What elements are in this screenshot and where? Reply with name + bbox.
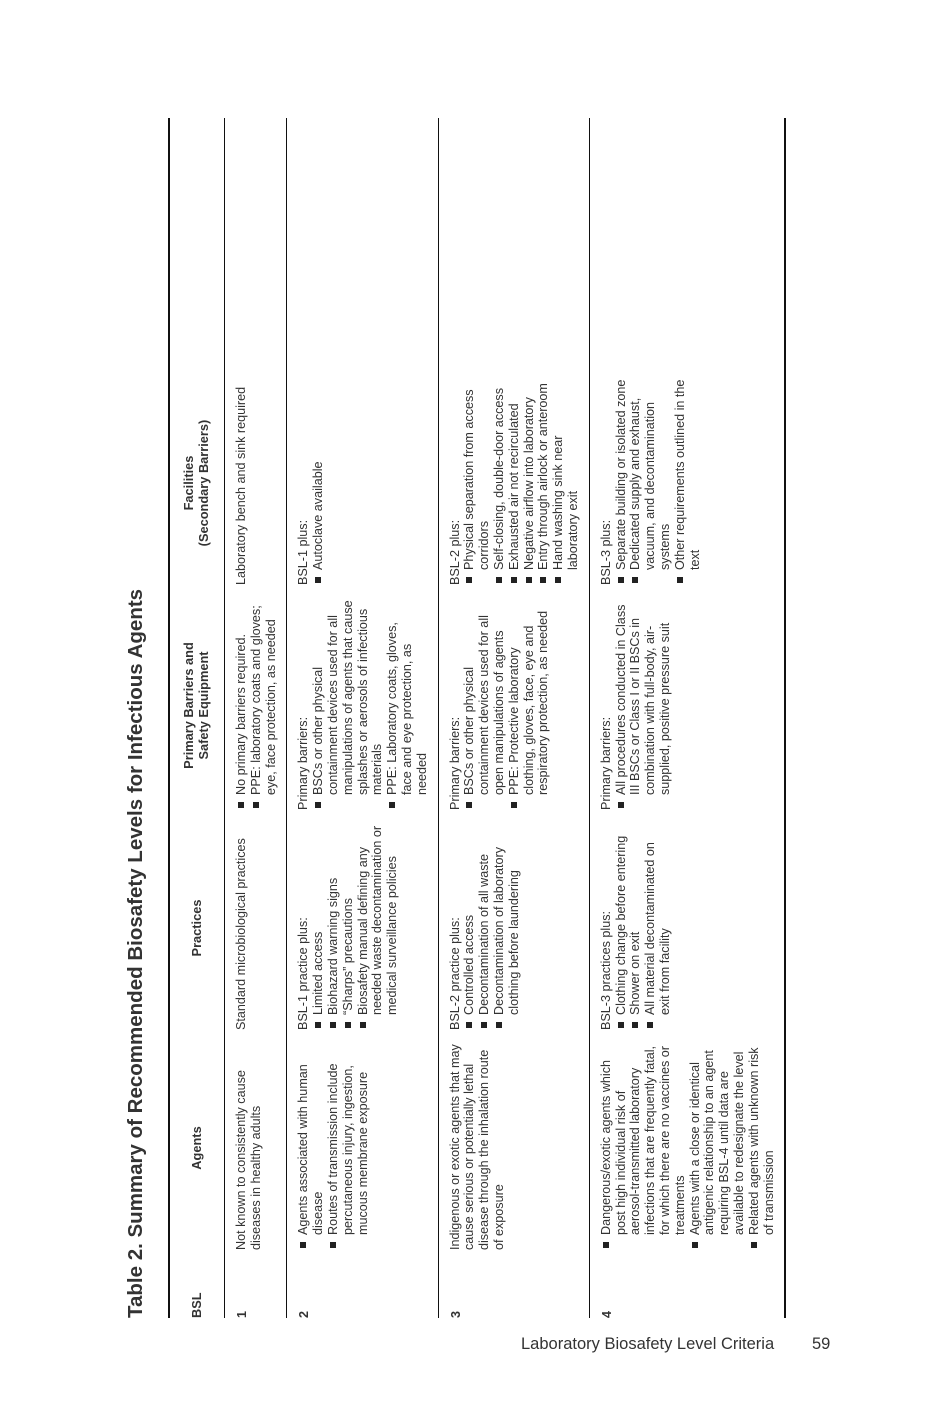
cell-primary bbox=[225, 593, 287, 818]
cell-intro: BSL-1 plus: bbox=[296, 519, 311, 585]
bullet-square-icon bbox=[330, 1022, 336, 1028]
bullet-square-icon bbox=[555, 577, 561, 583]
list-item bbox=[614, 599, 673, 810]
bullet-square-icon bbox=[389, 802, 395, 808]
list-item-text: Decontamination of all waste bbox=[477, 853, 492, 1015]
list-item bbox=[356, 824, 400, 1030]
list-item bbox=[628, 379, 672, 585]
list-item bbox=[462, 599, 506, 810]
list-item-text: Physical separation from access corridors bbox=[462, 389, 492, 570]
list-item-text: Self-closing, double-door access bbox=[491, 387, 506, 570]
bullet-list bbox=[462, 599, 551, 810]
bullet-list bbox=[311, 599, 429, 810]
list-item bbox=[614, 379, 629, 585]
list-item-text: Other requirements outlined in the text bbox=[672, 379, 702, 570]
header-spacer bbox=[169, 118, 225, 373]
list-item-text: Decontamination of laboratory clothing before laundering bbox=[491, 846, 521, 1015]
bullet-square-icon bbox=[540, 577, 546, 583]
bullet-square-icon bbox=[603, 1242, 609, 1248]
list-item-text: Hand washing sink near laboratory exit bbox=[551, 435, 580, 570]
list-item-text: PPE: laboratory coats and gloves; eye, face protection, as needed bbox=[248, 605, 278, 795]
list-item bbox=[249, 599, 279, 810]
list-item-text: PPE: Protective laboratory clothing, gloves, face, eye and respiratory protection, as needed bbox=[506, 610, 551, 795]
cell-practices bbox=[287, 818, 438, 1038]
cell-spacer bbox=[287, 118, 438, 373]
list-item-text: “Sharps” precautions bbox=[340, 898, 355, 1015]
list-item-text: Routes of transmission include percutaneous injury, ingestion, mucous membrane exposure bbox=[325, 1063, 370, 1235]
cell-agents bbox=[438, 1038, 589, 1258]
cell-facilities bbox=[438, 373, 589, 593]
bullet-square-icon bbox=[481, 1022, 487, 1028]
list-item bbox=[311, 379, 326, 585]
cell-practices bbox=[225, 818, 287, 1038]
table-body bbox=[225, 118, 786, 1318]
list-item bbox=[296, 1044, 326, 1250]
list-item-text: Entry through airlock or anteroom bbox=[536, 383, 551, 570]
list-item bbox=[599, 1044, 688, 1250]
list-item-text: Agents with a close or identical antigenic relationship to an agent requiring BSL-4 until data are available to redesignate the level bbox=[687, 1050, 746, 1235]
header-primary-line1: Primary Barriers and bbox=[181, 642, 197, 769]
list-item-text: Clothing change before entering bbox=[613, 835, 628, 1015]
biosafety-table bbox=[168, 118, 786, 1318]
cell-facilities bbox=[287, 373, 438, 593]
bullet-square-icon bbox=[315, 802, 321, 808]
bullet-list bbox=[462, 379, 580, 585]
list-item bbox=[673, 379, 703, 585]
bullet-square-icon bbox=[466, 577, 472, 583]
header-bsl: BSL bbox=[169, 1258, 225, 1318]
list-item-text: Controlled access bbox=[462, 914, 477, 1015]
bullet-square-icon bbox=[526, 577, 532, 583]
bullet-square-icon bbox=[238, 802, 244, 808]
bullet-list bbox=[614, 599, 673, 810]
bsl-level: 1 bbox=[225, 1258, 287, 1318]
table-row bbox=[438, 118, 589, 1318]
rotated-page-content bbox=[122, 18, 842, 1318]
cell-spacer bbox=[438, 118, 589, 373]
bullet-list bbox=[614, 824, 673, 1030]
bullet-square-icon bbox=[315, 1022, 321, 1028]
header-row bbox=[169, 118, 225, 1318]
list-item bbox=[385, 599, 429, 810]
cell-primary bbox=[438, 593, 589, 818]
list-item-text: No primary barriers required. bbox=[234, 634, 248, 795]
header-practices: Practices bbox=[169, 818, 225, 1038]
bullet-list bbox=[311, 824, 400, 1030]
list-item-text: Biohazard warning signs bbox=[325, 877, 340, 1015]
bsl-level: 2 bbox=[287, 1258, 438, 1318]
list-item bbox=[311, 599, 385, 810]
list-item-text: Negative airflow into laboratory bbox=[521, 397, 536, 570]
list-item bbox=[234, 599, 249, 810]
list-item-text: Shower on exit bbox=[628, 931, 643, 1015]
list-item bbox=[628, 824, 643, 1030]
bullet-square-icon bbox=[618, 1022, 624, 1028]
bullet-list bbox=[599, 1044, 777, 1250]
list-item-text: All material decontaminated on exit from facility bbox=[643, 842, 672, 1015]
list-item bbox=[341, 824, 356, 1030]
cell-intro: BSL-2 practice plus: bbox=[447, 917, 462, 1030]
list-item bbox=[507, 599, 551, 810]
bullet-square-icon bbox=[511, 577, 517, 583]
list-item bbox=[326, 824, 341, 1030]
list-item-text: Biosafety manual defining any needed waste decontamination or medical surveillance policies bbox=[355, 825, 400, 1015]
header-agents: Agents bbox=[169, 1038, 225, 1258]
bullet-square-icon bbox=[618, 802, 624, 808]
list-item bbox=[747, 1044, 777, 1250]
header-facilities bbox=[169, 373, 225, 593]
bullet-square-icon bbox=[496, 577, 502, 583]
list-item-text: Autoclave available bbox=[311, 461, 326, 570]
cell-agents bbox=[287, 1038, 438, 1258]
bullet-square-icon bbox=[632, 577, 638, 583]
list-item bbox=[492, 379, 507, 585]
list-item bbox=[492, 824, 522, 1030]
list-item bbox=[688, 1044, 747, 1250]
cell-intro: BSL-3 practices plus: bbox=[598, 911, 613, 1030]
cell-intro: Laboratory bench and sink required bbox=[234, 386, 248, 585]
bullet-square-icon bbox=[330, 1242, 336, 1248]
table-title: Table 2. Summary of Recommended Biosafety Levels for Infectious Agents bbox=[124, 588, 147, 1318]
header-facilities-line1: Facilities bbox=[181, 455, 197, 511]
list-item-text: Exhausted air not recirculated bbox=[506, 403, 521, 570]
list-item-text: BSCs or other physical containment devices used for all manipulations of agents that cause splashes or aerosols of infectious materials bbox=[311, 600, 385, 795]
bullet-square-icon bbox=[466, 1022, 472, 1028]
cell-intro: BSL-2 plus: bbox=[447, 519, 462, 585]
bullet-list bbox=[296, 1044, 370, 1250]
bsl-level: 3 bbox=[438, 1258, 589, 1318]
footer-page-number: 59 bbox=[812, 1335, 831, 1353]
bullet-square-icon bbox=[618, 577, 624, 583]
cell-intro: BSL-3 plus: bbox=[598, 519, 613, 585]
cell-intro: Primary barriers: bbox=[447, 716, 462, 810]
list-item-text: Separate building or isolated zone bbox=[613, 379, 628, 570]
table-row bbox=[225, 118, 287, 1318]
cell-intro: Primary barriers: bbox=[598, 716, 613, 810]
cell-facilities bbox=[589, 373, 785, 593]
bullet-square-icon bbox=[300, 1242, 306, 1248]
cell-facilities bbox=[225, 373, 287, 593]
list-item bbox=[614, 824, 629, 1030]
list-item bbox=[477, 824, 492, 1030]
cell-intro: Primary barriers: bbox=[296, 716, 311, 810]
bsl-level: 4 bbox=[589, 1258, 785, 1318]
cell-practices bbox=[589, 818, 785, 1038]
bullet-list bbox=[462, 824, 521, 1030]
list-item-text: Dedicated supply and exhaust, vacuum, and decontamination systems bbox=[628, 397, 672, 570]
list-item-text: PPE: Laboratory coats, gloves, face and eye protection, as needed bbox=[385, 622, 429, 795]
bullet-list bbox=[234, 599, 278, 810]
bullet-square-icon bbox=[360, 1022, 366, 1028]
bullet-square-icon bbox=[511, 802, 517, 808]
bullet-square-icon bbox=[692, 1242, 698, 1248]
bullet-square-icon bbox=[345, 1022, 351, 1028]
list-item-text: Limited access bbox=[311, 931, 326, 1015]
cell-intro: Indigenous or exotic agents that may cause serious or potentially lethal disease through the inhalation route of exposure bbox=[447, 1044, 506, 1250]
list-item bbox=[462, 379, 492, 585]
list-item bbox=[551, 379, 581, 585]
cell-intro: Standard microbiological practices bbox=[234, 838, 248, 1030]
list-item bbox=[326, 1044, 370, 1250]
list-item bbox=[522, 379, 537, 585]
list-item bbox=[311, 824, 326, 1030]
cell-practices bbox=[438, 818, 589, 1038]
cell-primary bbox=[589, 593, 785, 818]
bullet-square-icon bbox=[751, 1242, 757, 1248]
list-item-text: All procedures conducted in Class III BSCs or Class I or II BSCs in combination with full-body, air-supplied, positive pressure suit bbox=[613, 604, 672, 795]
table-row bbox=[287, 118, 438, 1318]
footer-running-title: Laboratory Biosafety Level Criteria bbox=[521, 1335, 775, 1353]
list-item bbox=[462, 824, 477, 1030]
list-item-text: Related agents with unknown risk of transmission bbox=[746, 1047, 776, 1235]
cell-intro: Not known to consistently cause diseases in healthy adults bbox=[234, 1070, 263, 1250]
cell-agents bbox=[225, 1038, 287, 1258]
list-item-text: Dangerous/exotic agents which post high individual risk of aerosol-transmitted laboratory infections that are frequently fatal, for which there are no vaccines or treatments bbox=[598, 1045, 687, 1235]
table-row bbox=[589, 118, 785, 1318]
bullet-list bbox=[311, 379, 326, 585]
bullet-square-icon bbox=[647, 1022, 653, 1028]
bullet-square-icon bbox=[496, 1022, 502, 1028]
cell-spacer bbox=[225, 118, 287, 373]
cell-agents bbox=[589, 1038, 785, 1258]
bullet-list bbox=[614, 379, 703, 585]
list-item-text: BSCs or other physical containment devices used for all open manipulations of agents bbox=[462, 615, 506, 795]
cell-spacer bbox=[589, 118, 785, 373]
bullet-square-icon bbox=[315, 577, 321, 583]
cell-primary bbox=[287, 593, 438, 818]
bullet-square-icon bbox=[677, 577, 683, 583]
cell-intro: BSL-1 practice plus: bbox=[296, 917, 311, 1030]
list-item bbox=[536, 379, 551, 585]
header-primary-line2: Safety Equipment bbox=[196, 651, 211, 760]
list-item bbox=[643, 824, 673, 1030]
bullet-square-icon bbox=[253, 802, 259, 808]
bullet-square-icon bbox=[466, 802, 472, 808]
header-primary-barriers bbox=[169, 593, 225, 818]
header-facilities-line2: (Secondary Barriers) bbox=[196, 419, 211, 547]
bullet-square-icon bbox=[632, 1022, 638, 1028]
list-item-text: Agents associated with human disease bbox=[296, 1064, 326, 1235]
list-item bbox=[507, 379, 522, 585]
